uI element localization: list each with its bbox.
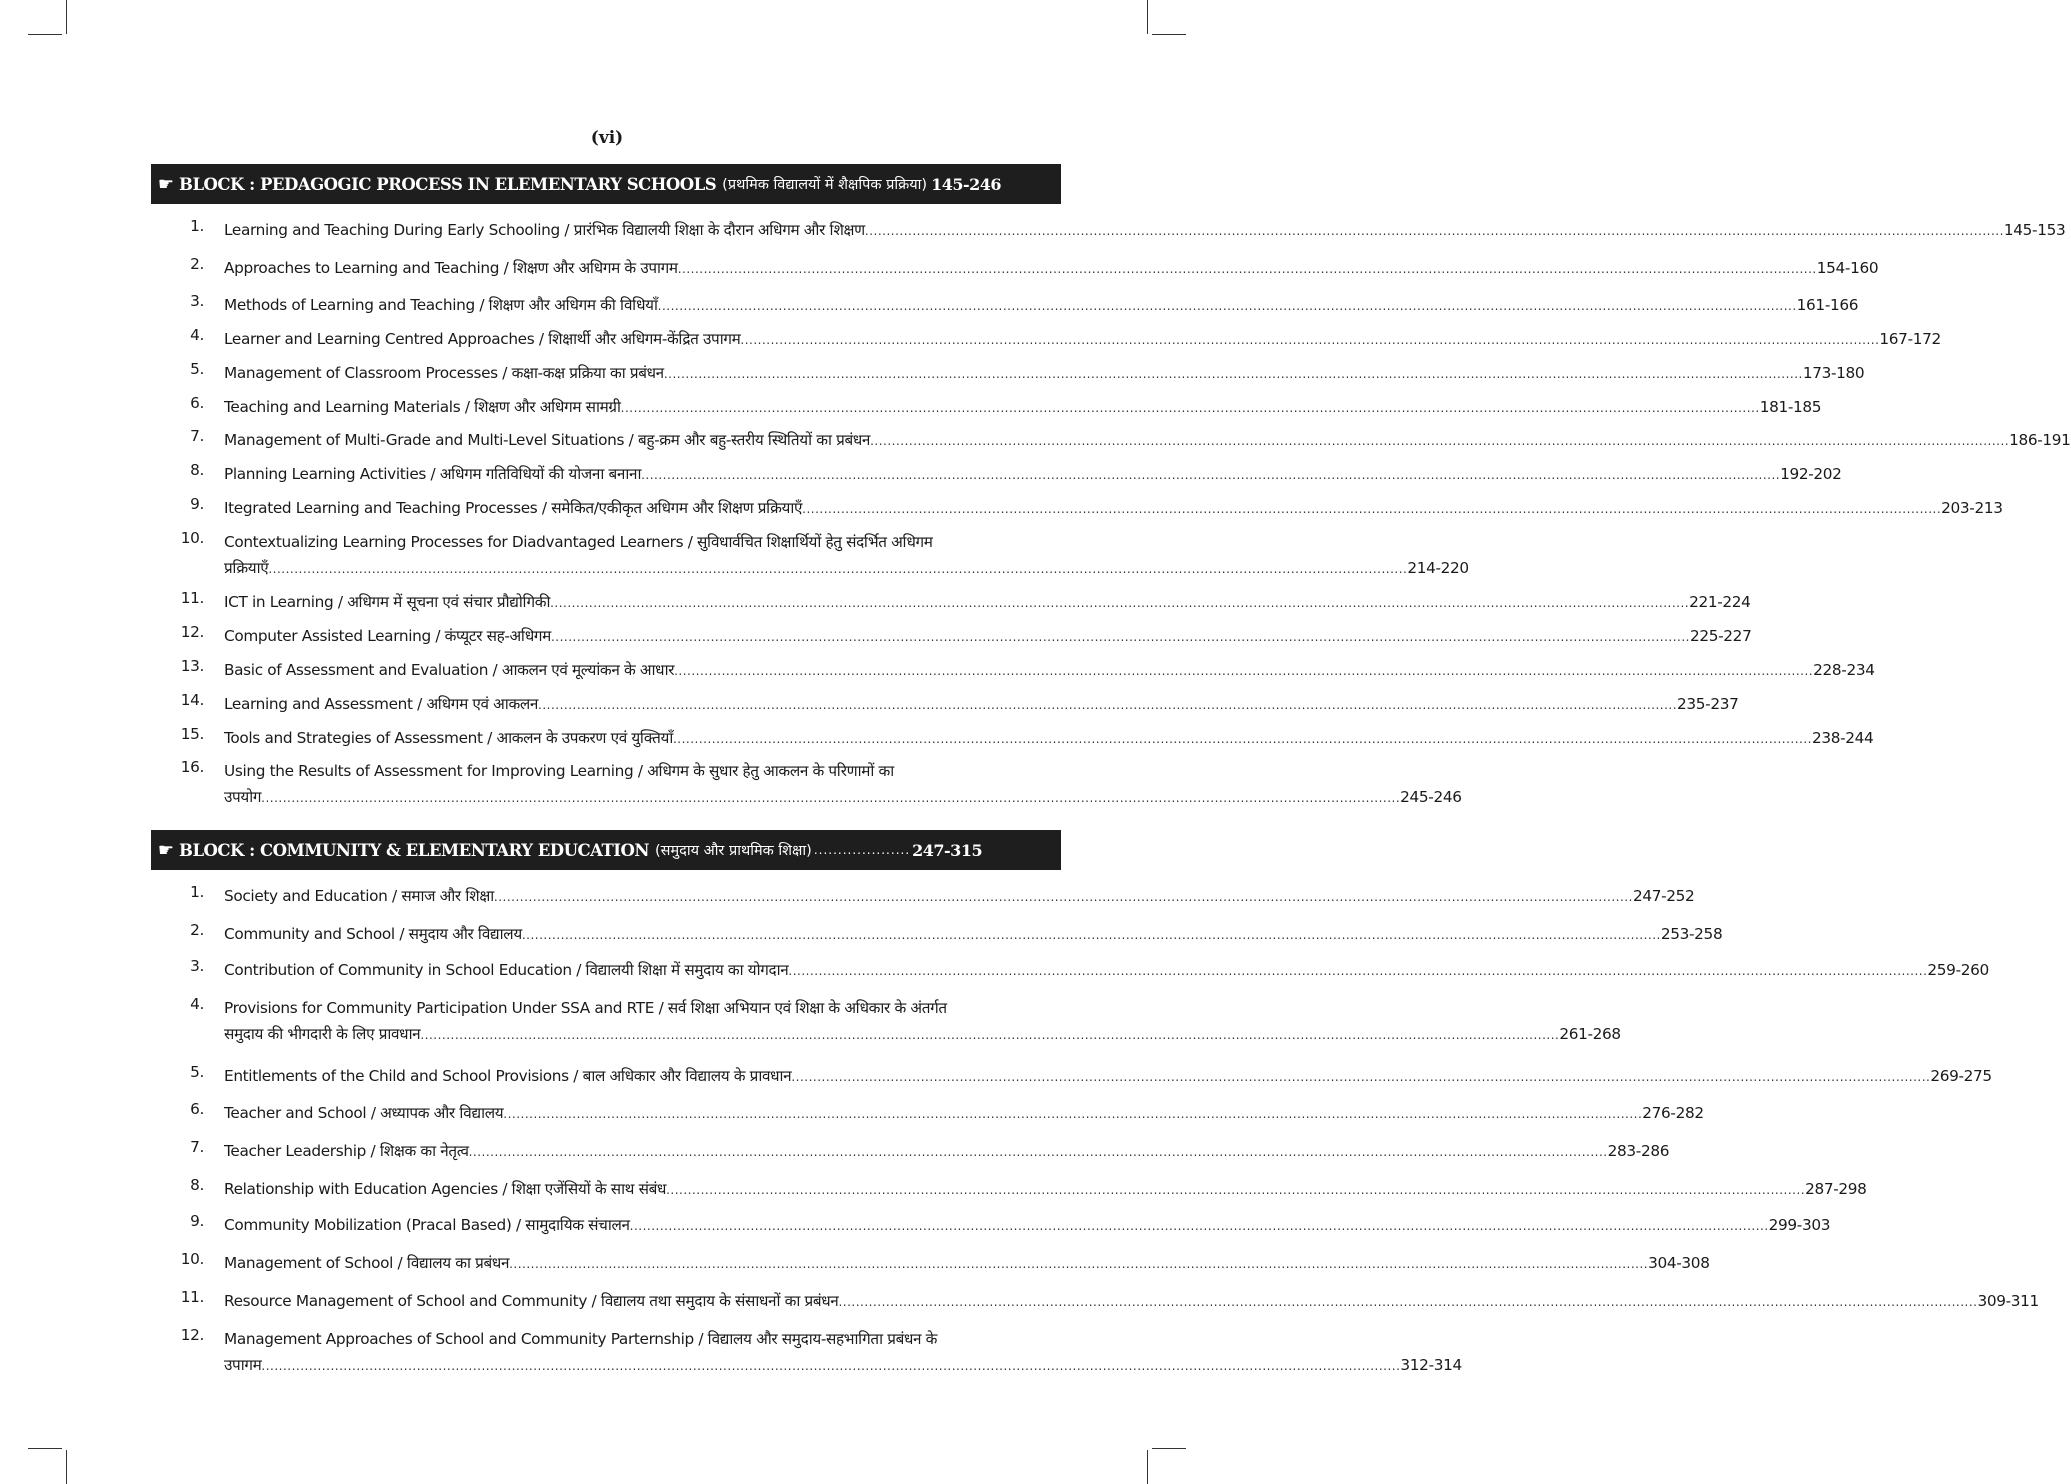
block-page-range: 145-246 [931, 174, 1002, 194]
toc-entry [176, 495, 2003, 521]
entry-page-range: 167-172 [1879, 330, 1941, 348]
toc-entry [176, 360, 1865, 386]
dot-leader [674, 658, 1813, 684]
entry-hindi-title: अधिगम गतिविधियों की योजना बनाना [439, 465, 642, 483]
toc-entry [176, 758, 1462, 810]
entry-english-title: Computer Assisted Learning / [224, 627, 441, 645]
entry-english-title: Resource Management of School and Community / [224, 1292, 597, 1310]
entry-english-title: Contextualizing Learning Processes for Diadvantaged Learners / [224, 533, 693, 551]
entry-hindi-title: बहु-क्रम और बहु-स्तरीय स्थितियों का प्रबंधन [637, 431, 871, 449]
entry-hindi-title: विद्यालय और समुदाय-सहभागिता प्रबंधन के [707, 1330, 938, 1348]
entry-page-range: 287-298 [1805, 1180, 1867, 1198]
entry-english-title: Itegrated Learning and Teaching Processes / [224, 499, 547, 517]
dot-leader [261, 785, 1400, 811]
entry-hindi-continuation: उपयोग [224, 788, 262, 806]
entry-page-range: 309-311 [1977, 1292, 2039, 1310]
entry-number: 12. [180, 1326, 204, 1344]
entry-english-title: Entitlements of the Child and School Provisions / [224, 1067, 579, 1085]
entry-page-range: 247-252 [1632, 887, 1695, 905]
entry-hindi-title: विद्यालय का प्रबंधन [406, 1254, 510, 1272]
dot-leader [678, 256, 1817, 282]
toc-entry [176, 691, 1739, 717]
entry-hindi-title: शिक्षण और अधिगम के उपागम [512, 259, 678, 277]
entry-hindi-title: शिक्षण और अधिगम की विधियाँ [488, 296, 658, 314]
entry-page-range: 312-314 [1400, 1356, 1462, 1374]
entry-page-range: 261-268 [1559, 1025, 1621, 1043]
entry-english-title: Teaching and Learning Materials / [224, 398, 470, 416]
entry-hindi-title: विद्यालय तथा समुदाय के संसाधनों का प्रबंधन [600, 1292, 839, 1310]
entry-english-title: Management of Classroom Processes / [224, 364, 508, 382]
block-hindi-title: (प्रथमिक विद्यालयों में शैक्षपिक प्रक्रिया) [722, 177, 928, 193]
toc-entry [176, 725, 1874, 751]
entry-page-range: 161-166 [1796, 296, 1859, 314]
entry-hindi-continuation: समुदाय की भीगदारी के लिए प्रावधान [224, 1025, 421, 1043]
entry-hindi-title: शिक्षण और अधिगम सामग्री [474, 398, 621, 416]
entry-number: 9. [190, 495, 204, 513]
crop-mark [1147, 0, 1148, 34]
entry-page-range: 228-234 [1813, 661, 1875, 679]
block-page-range: 247-315 [912, 840, 983, 860]
toc-entry [176, 394, 1822, 420]
entry-number: 3. [190, 957, 204, 975]
toc-entry [176, 1288, 2039, 1314]
dot-leader [550, 590, 1689, 616]
entry-number: 4. [190, 326, 204, 344]
toc-entry [176, 427, 2071, 453]
entry-page-range: 299-303 [1768, 1216, 1831, 1234]
entry-number: 1. [190, 217, 204, 235]
entry-hindi-title: अधिगम के सुधार हेतु आकलन के परिणामों का [647, 762, 894, 780]
entry-page-range: 214-220 [1407, 559, 1469, 577]
entry-page-range: 304-308 [1648, 1254, 1710, 1272]
entry-english-title: Basic of Assessment and Evaluation / [224, 661, 498, 679]
entry-number: 2. [190, 255, 204, 273]
entry-number: 5. [190, 360, 204, 378]
toc-entry [176, 1176, 1867, 1202]
entry-number: 12. [180, 623, 204, 641]
entry-english-title: Learning and Teaching During Early Schooling / [224, 221, 570, 239]
entry-english-title: Community Mobilization (Pracal Based) / [224, 1216, 521, 1234]
block-header-pedagogic [151, 164, 1061, 204]
toc-entry [176, 921, 1723, 947]
entry-hindi-title: सुविधार्वचित शिक्षार्थियों हेतु संदर्भित अधिगम [697, 533, 933, 551]
crop-mark [1152, 1448, 1186, 1449]
entry-hindi-title: शिक्षक का नेतृत्व [379, 1142, 469, 1160]
entry-page-range: 203-213 [1941, 499, 2003, 517]
toc-entry [176, 1212, 1831, 1238]
entry-hindi-title: समाज और शिक्षा [401, 887, 494, 905]
entry-page-range: 181-185 [1759, 398, 1822, 416]
entry-hindi-title: कक्षा-कक्ष प्रक्रिया का प्रबंधन [511, 364, 664, 382]
dot-leader [791, 1064, 1930, 1090]
entry-number: 16. [180, 758, 204, 776]
entry-number: 13. [180, 657, 204, 675]
crop-mark [28, 1448, 62, 1449]
block-title: BLOCK : COMMUNITY & ELEMENTARY EDUCATION [179, 840, 649, 860]
entry-english-title: Using the Results of Assessment for Improving Learning / [224, 762, 643, 780]
entry-number: 4. [190, 995, 204, 1013]
toc-entry [176, 529, 1469, 581]
dot-leader [509, 1251, 1648, 1277]
toc-entry [176, 957, 1989, 983]
toc-entry [176, 1063, 1992, 1089]
entry-english-title: Provisions for Community Participation Under SSA and RTE / [224, 999, 664, 1017]
toc-entry [176, 326, 1941, 352]
entry-page-range: 192-202 [1780, 465, 1842, 483]
entry-page-range: 238-244 [1811, 729, 1874, 747]
entry-english-title: Teacher and School / [224, 1104, 376, 1122]
dot-leader [788, 958, 1927, 984]
entry-page-range: 154-160 [1816, 259, 1879, 277]
crop-mark [1152, 34, 1186, 35]
dot-leader [268, 556, 1407, 582]
toc-entry [176, 1100, 1704, 1126]
entry-hindi-title: आकलन के उपकरण एवं युक्तियाँ [496, 729, 673, 747]
entry-number: 7. [190, 427, 204, 445]
entry-hindi-title: आकलन एवं मूल्यांकन के आधार [501, 661, 675, 679]
entry-number: 14. [180, 691, 204, 709]
dot-leader [838, 1289, 1977, 1315]
entry-number: 9. [190, 1212, 204, 1230]
entry-hindi-continuation: प्रक्रियाएँ [224, 559, 269, 577]
entry-english-title: Planning Learning Activities / [224, 465, 436, 483]
dot-leader [740, 327, 1879, 353]
entry-english-title: Contribution of Community in School Education / [224, 961, 582, 979]
entry-english-title: Community and School / [224, 925, 405, 943]
entry-page-range: 253-258 [1660, 925, 1723, 943]
dot-leader [802, 496, 1941, 522]
dot-leader [666, 1177, 1805, 1203]
entry-english-title: Learning and Assessment / [224, 695, 422, 713]
dot-leader [658, 293, 1797, 319]
block-title: BLOCK : PEDAGOGIC PROCESS IN ELEMENTARY SCHOOLS [179, 174, 717, 194]
crop-mark [28, 34, 62, 35]
entry-number: 11. [180, 589, 204, 607]
entry-hindi-title: विद्यालयी शिक्षा में समुदाय का योगदान [585, 961, 789, 979]
entry-page-range: 235-237 [1677, 695, 1739, 713]
entry-number: 1. [190, 883, 204, 901]
entry-number: 6. [190, 394, 204, 412]
entry-hindi-title: शिक्षार्थी और अधिगम-केंद्रित उपागम [548, 330, 741, 348]
pointing-hand-icon: ☛ [157, 173, 175, 195]
entry-page-range: 283-286 [1607, 1142, 1670, 1160]
crop-mark [66, 0, 67, 34]
entry-hindi-title: सर्व शिक्षा अभियान एवं शिक्षा के अधिकार के अंतर्गत [667, 999, 947, 1017]
dot-leader [551, 624, 1690, 650]
entry-page-range: 276-282 [1642, 1104, 1704, 1122]
crop-mark [66, 1450, 67, 1484]
dot-leader [503, 1101, 1642, 1127]
toc-entry [176, 461, 1842, 487]
dot-leader [538, 692, 1677, 718]
dot-leader [494, 884, 1633, 910]
entry-number: 15. [180, 725, 204, 743]
entry-number: 5. [190, 1063, 204, 1081]
entry-page-range: 173-180 [1802, 364, 1865, 382]
entry-hindi-title: कंप्यूटर सह-अधिगम [444, 627, 551, 645]
entry-number: 6. [190, 1100, 204, 1118]
toc-entry [176, 657, 1875, 683]
toc-entry [176, 292, 1859, 318]
entry-english-title: Teacher Leadership / [224, 1142, 376, 1160]
entry-hindi-title: समेकित/एकीकृत अधिगम और शिक्षण प्रक्रियाएँ [551, 499, 803, 517]
crop-mark [1147, 1450, 1148, 1484]
entry-number: 7. [190, 1138, 204, 1156]
entry-english-title: Learner and Learning Centred Approaches / [224, 330, 544, 348]
dot-leader [641, 462, 1780, 488]
entry-english-title: Management of School / [224, 1254, 403, 1272]
entry-number: 8. [190, 1176, 204, 1194]
toc-entry [176, 883, 1695, 909]
entry-page-range: 145-153 [2003, 221, 2066, 239]
entry-page-range: 269-275 [1930, 1067, 1992, 1085]
dot-leader [420, 1022, 1559, 1048]
toc-entry [176, 1138, 1670, 1164]
toc-entry [176, 1326, 1462, 1378]
entry-english-title: Management Approaches of School and Community Parternship / [224, 1330, 704, 1348]
entry-hindi-title: शिक्षा एजेंसियों के साथ संबंध [511, 1180, 667, 1198]
entry-page-range: 259-260 [1927, 961, 1989, 979]
entry-english-title: Relationship with Education Agencies / [224, 1180, 508, 1198]
entry-hindi-title: अधिगम में सूचना एवं संचार प्रौद्योगिकी [347, 593, 551, 611]
toc-entry [176, 995, 1621, 1047]
entry-page-range: 186-191 [2009, 431, 2071, 449]
dot-leader [621, 395, 1760, 421]
entry-page-range: 225-227 [1689, 627, 1752, 645]
dot-leader [870, 428, 2009, 454]
dot-leader [865, 218, 2004, 244]
entry-hindi-title: अध्यापक और विद्यालय [380, 1104, 504, 1122]
entry-number: 2. [190, 921, 204, 939]
entry-number: 3. [190, 292, 204, 310]
entry-english-title: Tools and Strategies of Assessment / [224, 729, 492, 747]
entry-number: 10. [180, 1250, 204, 1268]
entry-number: 8. [190, 461, 204, 479]
page-number: (vi) [590, 128, 624, 148]
dot-leader [522, 922, 1661, 948]
block-hindi-title: (समुदाय और प्राथमिक शिक्षा) [654, 843, 812, 859]
toc-entry [176, 217, 2066, 243]
entry-hindi-title: अधिगम एवं आकलन [426, 695, 539, 713]
entry-english-title: Management of Multi-Grade and Multi-Level Situations / [224, 431, 634, 449]
entry-hindi-title: समुदाय और विद्यालय [408, 925, 522, 943]
block-header-community [151, 830, 1061, 870]
entry-english-title: Society and Education / [224, 887, 397, 905]
toc-entry [176, 255, 1879, 281]
block-leader: .................... [813, 843, 911, 857]
entry-hindi-title: प्रारंभिक विद्यालयी शिक्षा के दौरान अधिगम और शिक्षण [573, 221, 865, 239]
dot-leader [261, 1353, 1400, 1379]
toc-entry [176, 1250, 1710, 1276]
entry-hindi-title: बाल अधिकार और विद्यालय के प्रावधान [582, 1067, 792, 1085]
toc-entry [176, 589, 1751, 615]
entry-english-title: Methods of Learning and Teaching / [224, 296, 485, 314]
entry-hindi-continuation: उपागम [224, 1356, 262, 1374]
toc-entry [176, 623, 1752, 649]
entry-number: 11. [180, 1288, 204, 1306]
entry-hindi-title: सामुदायिक संचालन [525, 1216, 630, 1234]
pointing-hand-icon: ☛ [157, 839, 175, 861]
dot-leader [469, 1139, 1608, 1165]
dot-leader [630, 1213, 1769, 1239]
entry-english-title: ICT in Learning / [224, 593, 343, 611]
entry-page-range: 221-224 [1689, 593, 1751, 611]
dot-leader [673, 726, 1812, 752]
entry-number: 10. [180, 529, 204, 547]
entry-english-title: Approaches to Learning and Teaching / [224, 259, 509, 277]
dot-leader [664, 361, 1803, 387]
entry-page-range: 245-246 [1400, 788, 1462, 806]
